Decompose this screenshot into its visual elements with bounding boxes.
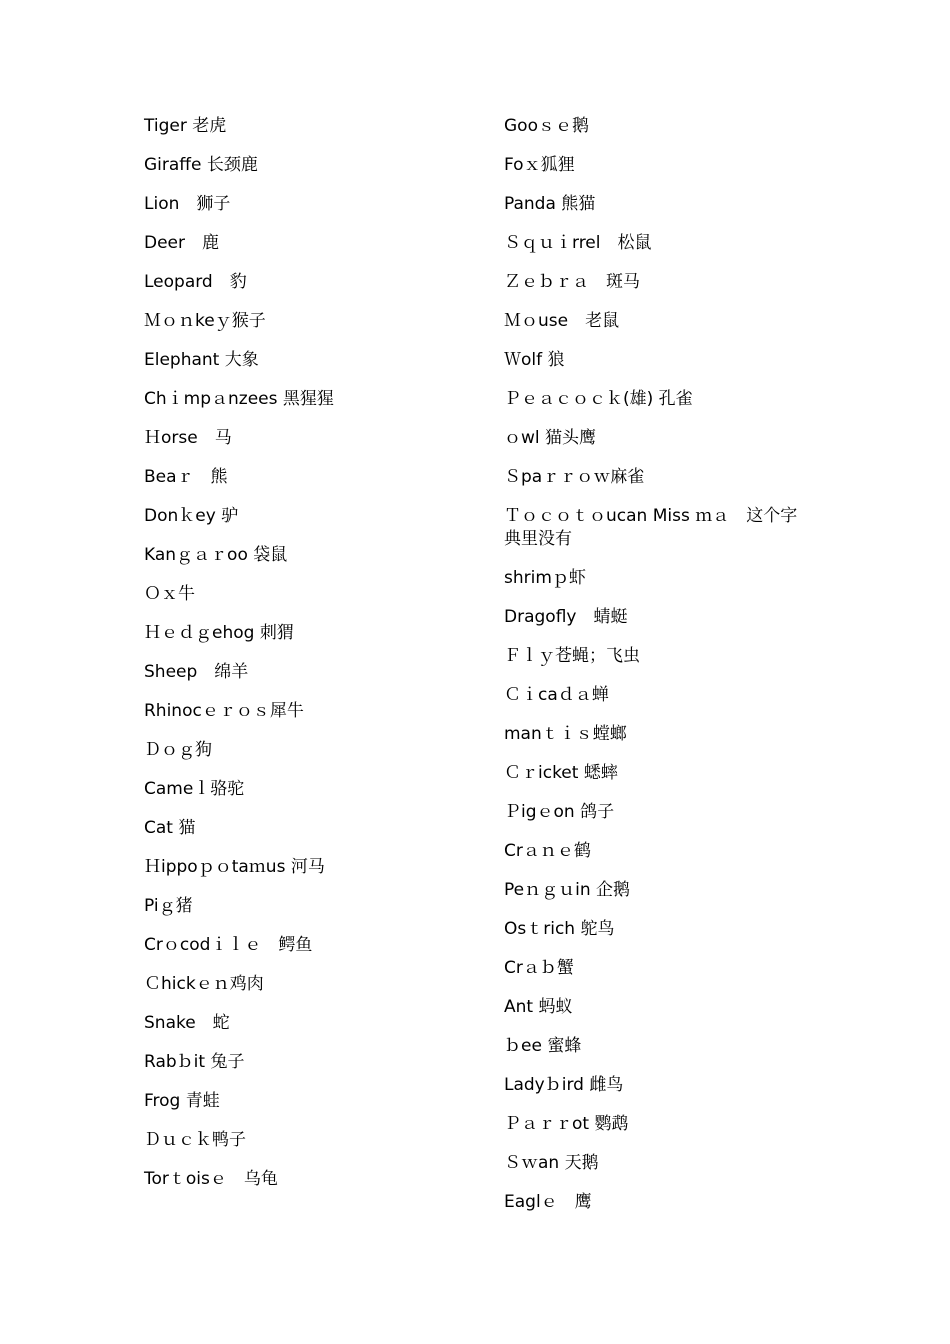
vocabulary-entry: Ladyｂird 雌鸟 xyxy=(504,1075,624,1095)
vocabulary-entry: Ｃhickｅｎ鸡肉 xyxy=(144,974,264,994)
vocabulary-entry: Ｈorse 马 xyxy=(144,428,232,448)
vocabulary-entry: ｏwl 猫头鹰 xyxy=(504,428,597,448)
vocabulary-entry: Ｔｏｃｏｔｏucan Miss ｍａ 这个字典里没有 xyxy=(504,506,798,549)
vocabulary-entry: Rabｂit 兔子 xyxy=(144,1052,245,1072)
vocabulary-entry: Giraffe 长颈鹿 xyxy=(144,155,258,175)
right-vocabulary-column xyxy=(504,115,814,1230)
vocabulary-entry: Ｓｑｕｉrrel 松鼠 xyxy=(504,233,652,253)
vocabulary-entry: Crａｂ蟹 xyxy=(504,958,574,978)
vocabulary-entry: Chｉmpａnzees 黑猩猩 xyxy=(144,389,334,409)
vocabulary-entry: Ｃｒicket 蟋蟀 xyxy=(504,763,618,783)
vocabulary-entry: Ｏｘ牛 xyxy=(144,584,195,604)
vocabulary-entry: Ｗolf 狼 xyxy=(504,350,565,370)
vocabulary-entry: Sheep 绵羊 xyxy=(144,662,249,682)
vocabulary-entry: Ant 蚂蚁 xyxy=(504,997,573,1017)
vocabulary-entry: Tiger 老虎 xyxy=(144,116,227,136)
vocabulary-entry: Eaglｅ 鹰 xyxy=(504,1192,592,1212)
vocabulary-entry: Lion 狮子 xyxy=(144,194,231,214)
vocabulary-entry: Cameｌ骆驼 xyxy=(144,779,245,799)
vocabulary-entry: Frog 青蛙 xyxy=(144,1091,220,1111)
vocabulary-entry: Ｓｗan 天鹅 xyxy=(504,1153,599,1173)
vocabulary-entry: Dragofly 蜻蜓 xyxy=(504,607,628,627)
vocabulary-entry: Crｏcodｉｌｅ 鳄鱼 xyxy=(144,935,313,955)
vocabulary-entry: Snake 蛇 xyxy=(144,1013,230,1033)
vocabulary-entry: Cat 猫 xyxy=(144,818,196,838)
vocabulary-entry: Ｃｉcaｄａ蝉 xyxy=(504,685,609,705)
vocabulary-entry: Ｄｏｇ狗 xyxy=(144,740,212,760)
vocabulary-entry: Osｔrich 鸵鸟 xyxy=(504,919,615,939)
left-vocabulary-column xyxy=(144,115,474,1207)
vocabulary-entry: Ｈippoｐｏtaｍus 河马 xyxy=(144,857,325,877)
vocabulary-entry: Ｍｏuse 老鼠 xyxy=(504,311,620,331)
vocabulary-entry: Peｎｇｕin 企鹅 xyxy=(504,880,631,900)
vocabulary-entry: Ｐａｒｒot 鹦鹉 xyxy=(504,1114,629,1134)
vocabulary-entry: Piｇ猪 xyxy=(144,896,193,916)
vocabulary-entry: Deer 鹿 xyxy=(144,233,219,253)
vocabulary-entry: Crａｎｅ鹤 xyxy=(504,841,591,861)
vocabulary-entry: Ｐigｅon 鸽子 xyxy=(504,802,615,822)
vocabulary-entry: Torｔoisｅ 乌龟 xyxy=(144,1169,278,1189)
vocabulary-entry: Elephant 大象 xyxy=(144,350,259,370)
vocabulary-entry: ｂee 蜜蜂 xyxy=(504,1036,582,1056)
vocabulary-entry: Ｐｅａｃｏｃｋ(雄) 孔雀 xyxy=(504,389,693,409)
vocabulary-entry: Foｘ狐狸 xyxy=(504,155,575,175)
vocabulary-entry: Ｍｏｎkeｙ猴子 xyxy=(144,311,266,331)
vocabulary-entry: Beaｒ 熊 xyxy=(144,467,228,487)
vocabulary-entry: Ｈｅｄｇehog 刺猬 xyxy=(144,623,294,643)
vocabulary-entry: Kanｇａｒoo 袋鼠 xyxy=(144,545,288,565)
vocabulary-entry: manｔｉｓ螳螂 xyxy=(504,724,627,744)
vocabulary-entry: Ｄｕｃｋ鸭子 xyxy=(144,1130,246,1150)
vocabulary-entry: Gooｓｅ鹅 xyxy=(504,116,589,136)
vocabulary-entry: Ｚｅｂｒａ 斑马 xyxy=(504,272,640,292)
vocabulary-entry: Rhinocｅｒｏｓ犀牛 xyxy=(144,701,304,721)
vocabulary-entry: Leopard 豹 xyxy=(144,272,247,292)
vocabulary-entry: shrimｐ虾 xyxy=(504,568,586,588)
vocabulary-entry: Panda 熊猫 xyxy=(504,194,596,214)
vocabulary-entry: Ｓpaｒｒｏｗ麻雀 xyxy=(504,467,645,487)
vocabulary-entry: Ｆｌｙ苍蝇；飞虫 xyxy=(504,646,640,666)
vocabulary-entry: Donｋey 驴 xyxy=(144,506,239,526)
